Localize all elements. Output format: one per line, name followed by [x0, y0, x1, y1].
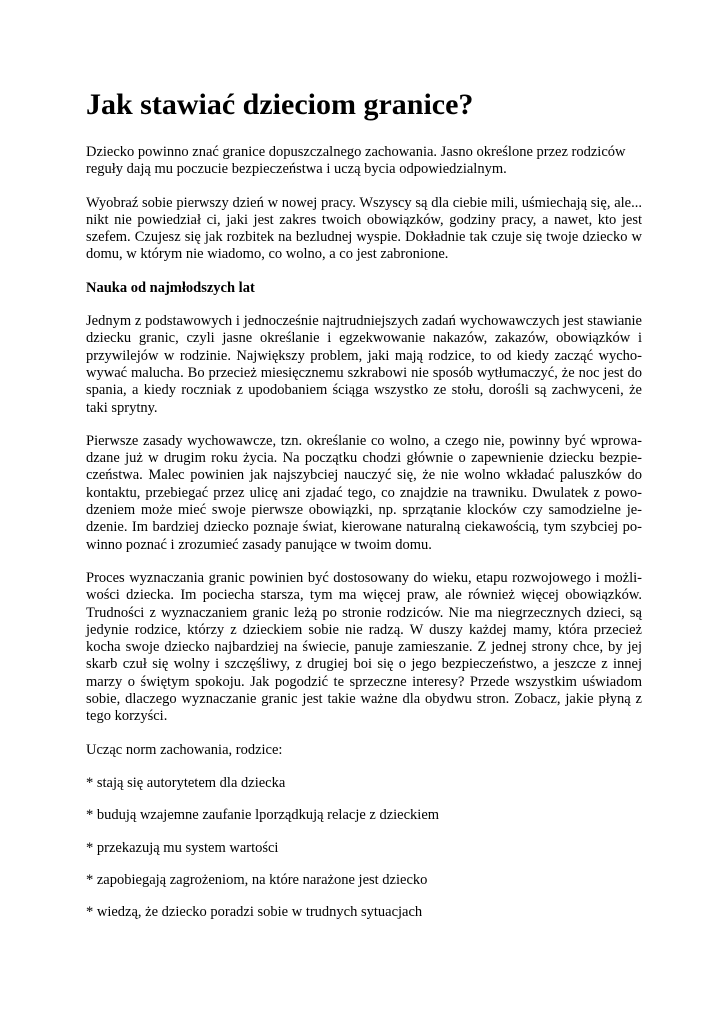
list-item: * przekazują mu system wartości — [86, 839, 279, 856]
list-item: * stają się autorytetem dla dziecka — [86, 774, 286, 791]
intro-paragraph: Dziecko powinno znać granice dopuszczalnego zachowania. Jasno określone przez rodziców reguły dają mu poczucie bezpieczeństwa i uczą bycia odpowiedzialnym. — [86, 144, 626, 178]
section-heading: Nauka od najmłodszych lat — [86, 279, 255, 296]
list-intro: Ucząc norm zachowania, rodzice: — [86, 741, 283, 758]
paragraph-new-job: Wyobraź sobie pierwszy dzień w nowej pracy. Wszyscy są dla ciebie mili, uśmiechają się, ale... nikt nie powiedział ci, jaki jest zakres twoich obowiązków, godziny pracy, a nawet, kto jest szefem. Czujesz się jak rozbitek na bezludnej wyspie. Dokładnie tak czuje się twoje dziecko w domu, w którym nie wiadomo, co wolno, a co jest zabronione. — [86, 194, 642, 263]
page-title: Jak stawiać dzieciom granice? — [86, 88, 474, 121]
list-item: * budują wzajemne zaufanie lporządkują relacje z dzieckiem — [86, 807, 440, 824]
list-item: * zapobiegają zagrożeniom, na które narażone jest dziecko — [86, 871, 428, 888]
paragraph-process: Proces wyznaczania granic powinien być dostosowany do wieku, etapu rozwojowego i możliwości dziecka. Im pociecha starsza, tym ma więcej praw, ale również więcej obowiązków. Trudności z wyznaczaniem granic leżą po stronie rodziców. Nie ma niegrzecznych dzieci, są jedynie rodzice, którzy z dzieckiem sobie nie radzą. W duszy każdej mamy, która przecież kocha swoje dziecko najbardziej na świecie, panuje zamieszanie. Z jednej strony chce, by jej skarb czuł się wolny i szczęśliwy, z drugiej boi się o jego bezpieczeństwo, a jeszcze z innej marzy o świętym spokoju. Jak pogodzić te sprzeczne interesy? Przede wszystkim uświadom sobie, dlaczego wyznaczanie granic jest takie ważne dla obydwu stron. Zobacz, jakie płyną z tego korzyści. — [86, 569, 642, 725]
paragraph-boundaries: Jednym z podstawowych i jednocześnie najtrudniejszych zadań wychowawczych jest stawianie dziecku granic, czyli jasne określanie i egzekwowanie nakazów, zakazów, obowiązków i przywilejów w rodzinie. Największy problem, jaki mają rodzice, to od kiedy zacząć wychowywać malucha. Bo przecież miesięcznemu szkrabowi nie sposób wytłumaczyć, że noc jest do spania, a kiedy roczniak z upodobaniem ściąga wszystko ze stołu, dorośli są zachwyceni, że taki sprytny. — [86, 313, 642, 416]
document-page — [86, 88, 642, 936]
paragraph-first-rules: Pierwsze zasady wychowawcze, tzn. określanie co wolno, a czego nie, powinny być wprowadzane już w drugim roku życia. Na początku chodzi głównie o zapewnienie dziecku bezpieczeństwa. Malec powinien jak najszybciej nauczyć się, że nie wolno wkładać paluszków do kontaktu, przebiegać przez ulicę ani zjadać tego, co znajdzie na trawniku. Dwulatek z powodzeniem może mieć swoje pierwsze obowiązki, np. sprzątanie klocków czy samodzielne jedzenie. Im bardziej dziecko poznaje świat, kierowane naturalną ciekawością, tym szybciej powinno poznać i zrozumieć zasady panujące w twoim domu. — [86, 432, 642, 553]
list-item: * wiedzą, że dziecko poradzi sobie w trudnych sytuacjach — [86, 904, 423, 921]
